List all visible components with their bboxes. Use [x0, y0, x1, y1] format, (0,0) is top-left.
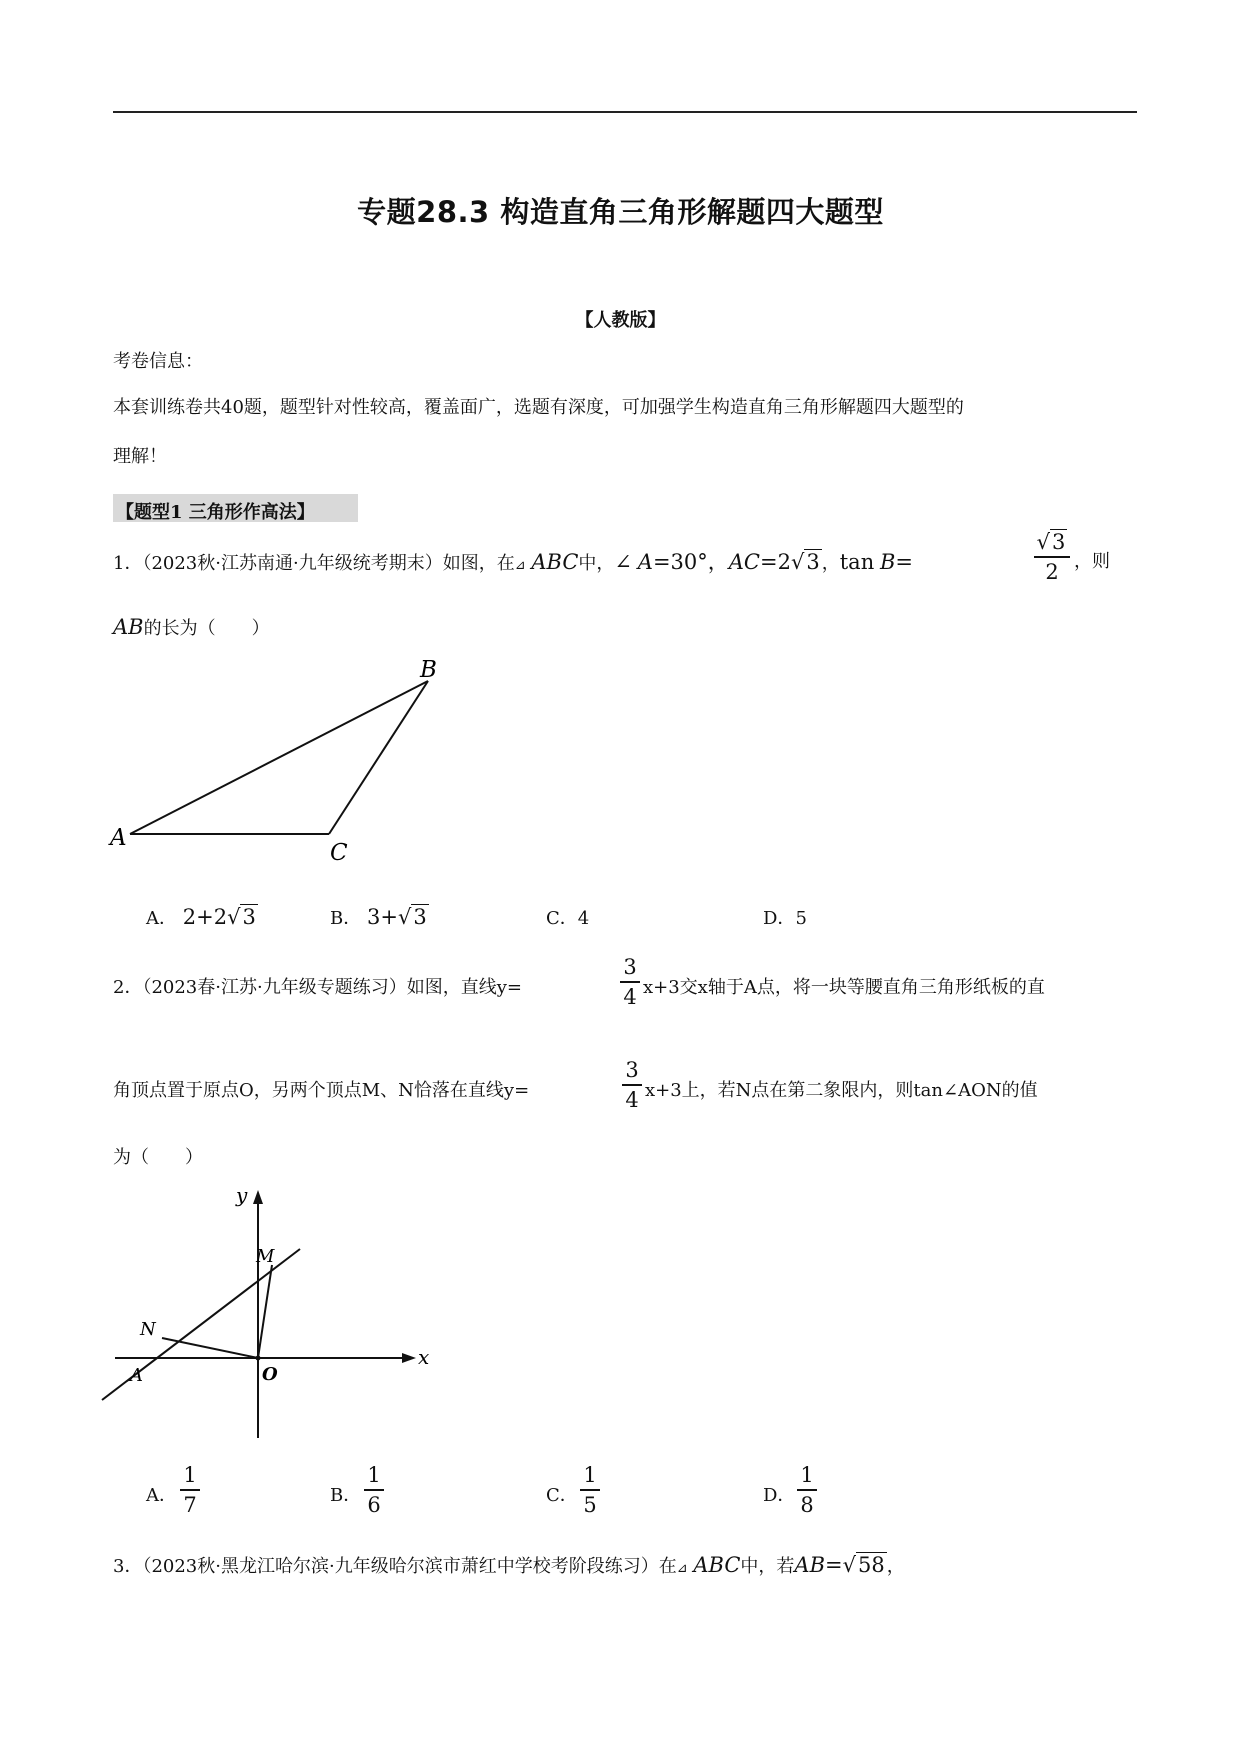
q3-zhong: 中，若 — [740, 1556, 795, 1577]
fraction-denominator: 4 — [625, 1087, 639, 1112]
fraction-numerator: 1 — [183, 1463, 197, 1487]
fraction-numerator: 1 — [367, 1463, 381, 1487]
option-label: C． — [546, 908, 578, 929]
y-axis-label: y — [236, 1183, 248, 1207]
q1-ac-coeff: =2 — [760, 550, 791, 574]
q3-comma: ， — [886, 1556, 905, 1577]
fraction-bar — [580, 1489, 600, 1491]
q1-source: （2023秋·江苏南通·九年级统考期末）如图，在 — [142, 553, 515, 574]
fraction-numerator: 3 — [623, 955, 637, 979]
q1-tan-b: B — [879, 550, 896, 574]
vertex-c-label: C — [330, 840, 348, 866]
fraction-bar — [364, 1489, 384, 1491]
page-title: 专题28.3 构造直角三角形解题四大题型 — [357, 195, 884, 229]
sqrt-symbol: √3 — [397, 905, 427, 929]
triangle-symbol: ⊿ — [514, 558, 526, 573]
q1-zhong: 中， — [578, 553, 615, 574]
q1-number: 1． — [113, 553, 143, 574]
header-rule — [113, 111, 1137, 113]
q1-text — [113, 552, 913, 576]
side-cb — [329, 681, 428, 834]
fraction-numerator: 1 — [583, 1463, 597, 1487]
q1-ze: ，则 — [1074, 551, 1110, 572]
q2-line1-post: x+3交x轴于A点，将一块等腰直角三角形纸板的直 — [643, 977, 1045, 998]
option-label: B． — [330, 908, 362, 929]
vertex-b-label: B — [420, 657, 437, 683]
q2-line2-post: x+3上，若N点在第二象限内，则tan∠AON的值 — [645, 1080, 1038, 1101]
fraction-bar — [797, 1489, 817, 1491]
point-n-label: N — [140, 1319, 156, 1340]
q2-line2-pre: 角顶点置于原点O，另两个顶点M、N恰落在直线y= — [113, 1080, 530, 1101]
q1-comma: ， — [821, 553, 840, 574]
q3-eq: = — [825, 1553, 843, 1577]
sqrt-symbol: √58 — [842, 1553, 885, 1577]
fraction-numerator: 1 — [800, 1463, 814, 1487]
q2-line1-pre — [113, 978, 522, 998]
q2-option-c-fraction[interactable] — [580, 1463, 600, 1517]
y-axis-arrow — [253, 1190, 263, 1204]
option-value: 4 — [577, 908, 590, 929]
fraction-denominator: 7 — [183, 1492, 197, 1517]
q1-angle-value: =30°， — [652, 550, 729, 574]
option-b-radicand: 3 — [413, 905, 427, 929]
q2-option-c-label[interactable]: C． — [546, 1485, 578, 1506]
triangle-symbol: ⊿ — [676, 1561, 688, 1576]
fraction-bar — [620, 981, 640, 983]
q1-ac-radicand: 3 — [806, 550, 820, 574]
point-o-label: O — [262, 1364, 278, 1385]
x-axis-arrow — [402, 1353, 416, 1363]
option-a-pre: 2+2 — [182, 905, 228, 929]
point-a-label: A — [130, 1365, 143, 1386]
fraction-denominator: 4 — [623, 984, 637, 1009]
q2-option-b-fraction[interactable] — [364, 1463, 384, 1517]
q3-radicand: 58 — [858, 1553, 885, 1577]
q2-coordinate-figure — [100, 1180, 440, 1450]
angle-symbol: ∠ — [614, 550, 633, 574]
section-label: 【题型1 三角形作高法】 — [116, 502, 315, 523]
q1-option-d[interactable] — [763, 909, 807, 929]
intro-line-2: 理解！ — [113, 446, 167, 467]
fraction-bar — [1034, 556, 1070, 558]
q2-fraction-2 — [622, 1058, 642, 1112]
sqrt-symbol: √3 — [790, 550, 820, 574]
q1-tail: 的长为（ ） — [143, 618, 270, 639]
option-label: D． — [763, 908, 796, 929]
fraction-bar — [180, 1489, 200, 1491]
q2-option-a-label[interactable]: A． — [146, 1485, 177, 1506]
q2-number: 2． — [113, 977, 143, 998]
edition-label: 【人教版】 — [575, 310, 666, 331]
q1-triangle-figure — [100, 650, 460, 870]
section-header-1 — [113, 494, 358, 522]
intro-line-1: 本套训练卷共40题，题型针对性较高，覆盖面广，选题有深度，可加强学生构造直角三角形解题四大题型的 — [113, 397, 964, 418]
fraction-denominator: 8 — [800, 1492, 814, 1517]
q3-text — [113, 1555, 905, 1579]
option-value: 5 — [795, 908, 807, 929]
q1-line2 — [113, 617, 270, 639]
info-label: 考卷信息： — [113, 351, 203, 372]
q3-abc: ABC — [693, 1553, 741, 1577]
q1-ab: AB — [113, 615, 144, 639]
q2-fraction-1 — [620, 955, 640, 1009]
fraction-denominator: 2 — [1045, 559, 1059, 584]
q1-fraction — [1034, 530, 1070, 584]
q1-angle-a: A — [637, 550, 653, 574]
origin-point — [256, 1356, 261, 1361]
vertex-a-label: A — [110, 825, 127, 851]
sqrt-symbol: √3 — [227, 905, 256, 929]
point-m-label: M — [256, 1246, 275, 1267]
q2-line1-text: （2023春·江苏·九年级专题练习）如图，直线y= — [142, 977, 522, 998]
q1-option-c[interactable] — [546, 909, 589, 929]
q2-option-d-fraction[interactable] — [797, 1463, 817, 1517]
option-b-pre: 3+ — [366, 905, 398, 929]
q1-option-a[interactable] — [146, 907, 258, 929]
q2-option-b-label[interactable]: B． — [330, 1485, 362, 1506]
q1-abc: ABC — [531, 550, 579, 574]
option-label: A． — [146, 908, 177, 929]
q1-eq: = — [895, 550, 913, 574]
q3-ab: AB — [794, 1553, 826, 1577]
q3-number: 3． — [113, 1556, 143, 1577]
q1-ac: AC — [728, 550, 760, 574]
q3-source: （2023秋·黑龙江哈尔滨·九年级哈尔滨市萧红中学校考阶段练习）在 — [142, 1556, 677, 1577]
q1-frac-radicand: 3 — [1052, 530, 1066, 554]
side-ab — [130, 681, 428, 834]
fraction-numerator: √3 — [1036, 530, 1066, 554]
q1-option-b[interactable] — [330, 907, 429, 929]
fraction-bar — [622, 1084, 642, 1086]
x-axis-label: x — [418, 1345, 430, 1369]
q1-tan: tan — [839, 550, 875, 574]
q2-option-a-fraction[interactable] — [180, 1463, 200, 1517]
q2-option-d-label[interactable]: D． — [763, 1485, 796, 1506]
fraction-numerator: 3 — [625, 1058, 639, 1082]
segment-on — [162, 1338, 258, 1358]
fraction-denominator: 6 — [367, 1492, 381, 1517]
fraction-denominator: 5 — [583, 1492, 597, 1517]
option-a-radicand: 3 — [242, 905, 256, 929]
q2-line3: 为（ ） — [113, 1147, 203, 1168]
